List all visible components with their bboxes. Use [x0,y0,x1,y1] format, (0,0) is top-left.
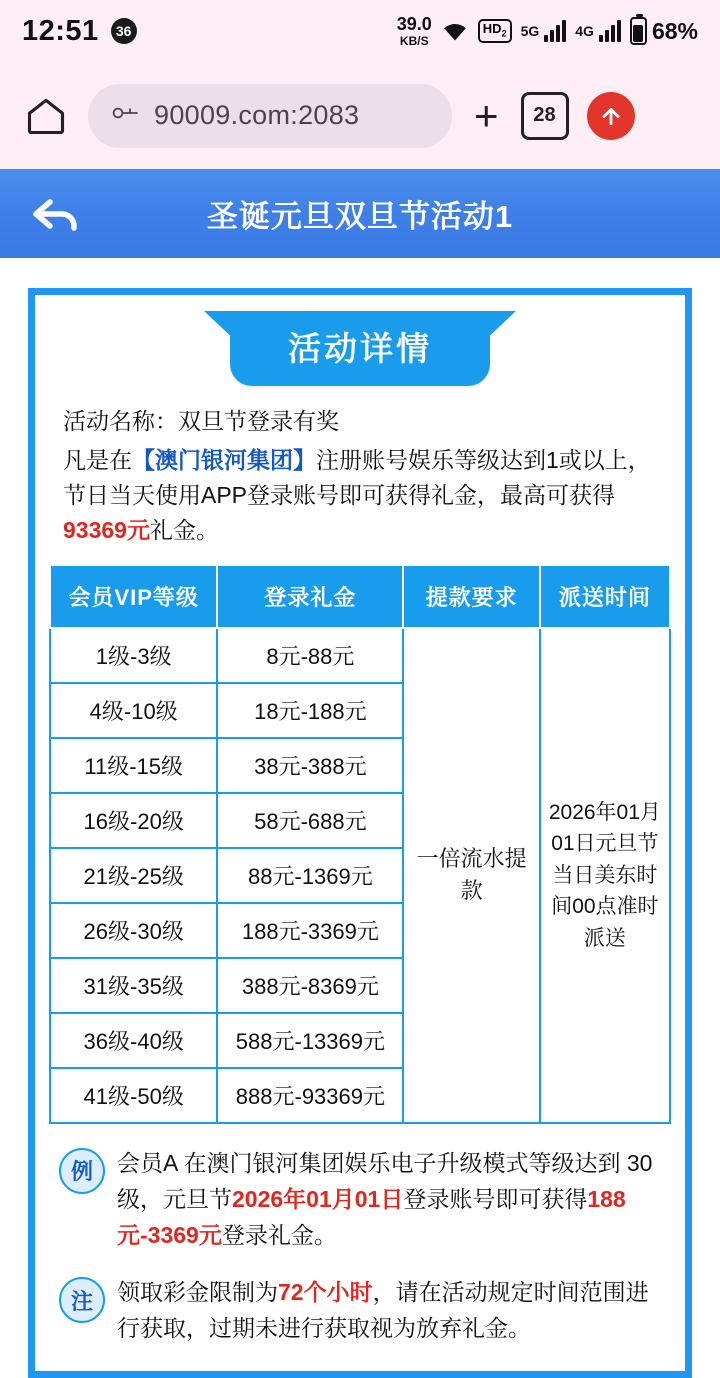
example-text [117,1146,661,1254]
cell-level: 16级-20级 [50,793,217,848]
cell-bonus: 38元-388元 [217,738,403,793]
notice-part2: ，请在活动规定时间范围进行获取，过期未进行获取视为放弃礼金。 [117,1279,649,1342]
table-header-delivery: 派送时间 [540,565,670,628]
home-icon[interactable] [22,92,70,140]
cell-level: 1级-3级 [50,628,217,683]
cell-bonus: 588元-13369元 [217,1013,403,1068]
back-arrow-icon[interactable] [28,186,84,242]
cell-bonus: 58元-688元 [217,793,403,848]
status-bar-left [22,15,137,48]
address-bar-url: 90009.com:2083 [154,100,360,130]
poster-ribbon-title: 活动详情 [230,311,490,386]
browser-toolbar [0,62,720,169]
page-content [0,258,720,1378]
page-title: 圣诞元旦双旦节活动1 [206,199,514,234]
cell-bonus: 388元-8369元 [217,958,403,1013]
site-info-icon[interactable] [110,102,140,129]
example-part3: 登录礼金。 [221,1221,337,1248]
cell-bonus: 88元-1369元 [217,848,403,903]
cell-delivery-time: 2026年01月01日元旦节当日美东时间00点准时派送 [540,628,670,1123]
table-header-withdraw: 提款要求 [403,565,539,628]
wifi-icon [441,20,469,42]
example-badge: 例 [59,1148,105,1194]
sim2-network-label: 4G [575,23,594,39]
table-header-bonus: 登录礼金 [217,565,403,628]
vip-bonus-table [49,564,671,1124]
battery-percent: 68% [651,17,698,44]
table-row [50,628,670,683]
network-speed-unit: KB/S [399,34,429,48]
network-speed-value: 39.0 [396,14,432,34]
new-tab-button[interactable]: + [474,91,499,139]
activity-name-label: 活动名称： [63,408,178,434]
example-amount: 188元-3369元 [117,1185,626,1248]
cell-bonus: 888元-93369元 [217,1068,403,1123]
table-header-row [50,565,670,628]
sim1-network-label: 5G [520,23,540,39]
notice-note [49,1275,671,1347]
desc-prefix: 凡是在 [63,446,132,473]
notice-badge: 注 [59,1277,105,1323]
status-bar [0,0,720,62]
cell-level: 36级-40级 [50,1013,217,1068]
battery-icon [630,17,647,45]
activity-description [49,443,671,548]
cell-level: 26级-30级 [50,903,217,958]
desc-suffix: 礼金。 [149,516,219,543]
address-bar[interactable] [88,84,452,148]
cell-level: 41级-50级 [50,1068,217,1123]
notification-count-badge: 36 [111,18,137,44]
cell-level: 31级-35级 [50,958,217,1013]
table-header-level: 会员VIP等级 [50,565,217,628]
hd-voice-icon: $HD_2$ [478,19,512,42]
poster-ribbon-wrap [49,311,671,386]
status-bar-right [397,15,698,47]
notice-part1: 领取彩金限制为 [117,1279,278,1306]
cell-bonus: 188元-3369元 [217,903,403,958]
activity-name-line [49,404,671,439]
tab-switcher-button[interactable]: 28 [521,92,569,140]
desc-brand: 【澳门银河集团】 [132,446,316,473]
upload-arrow-icon[interactable] [587,92,635,140]
cell-withdraw-requirement: 一倍流水提款 [403,628,539,1123]
cell-level: 11级-15级 [50,738,217,793]
example-note [49,1146,671,1254]
notice-text [117,1275,661,1347]
example-part2: 登录账号即可获得 [403,1185,588,1212]
cell-level: 21级-25级 [50,848,217,903]
status-clock: 12:51 [22,14,99,47]
desc-middle: 注册账号娱乐等级达到1或以上，节日当天使用APP登录账号即可获得礼金，最高可获得 [63,446,651,508]
example-date: 2026年01月01日 [232,1185,404,1212]
cell-bonus: 18元-188元 [217,683,403,738]
example-part1: 会员A 在澳门银河集团娱乐电子升级模式等级达到 30级，元旦节 [117,1149,653,1212]
desc-amount: 93369元 [63,516,150,543]
cell-bonus: 8元-88元 [217,628,403,683]
battery-indicator [630,17,698,45]
sim1-signal-icon [544,20,566,42]
page-header [0,169,720,258]
notice-hours: 72个小时 [278,1279,373,1306]
activity-name-value: 双旦节登录有奖 [178,408,339,434]
cell-level: 4级-10级 [50,683,217,738]
promotion-poster [28,288,692,1378]
sim2-signal-icon [599,20,621,42]
network-speed [397,15,432,47]
